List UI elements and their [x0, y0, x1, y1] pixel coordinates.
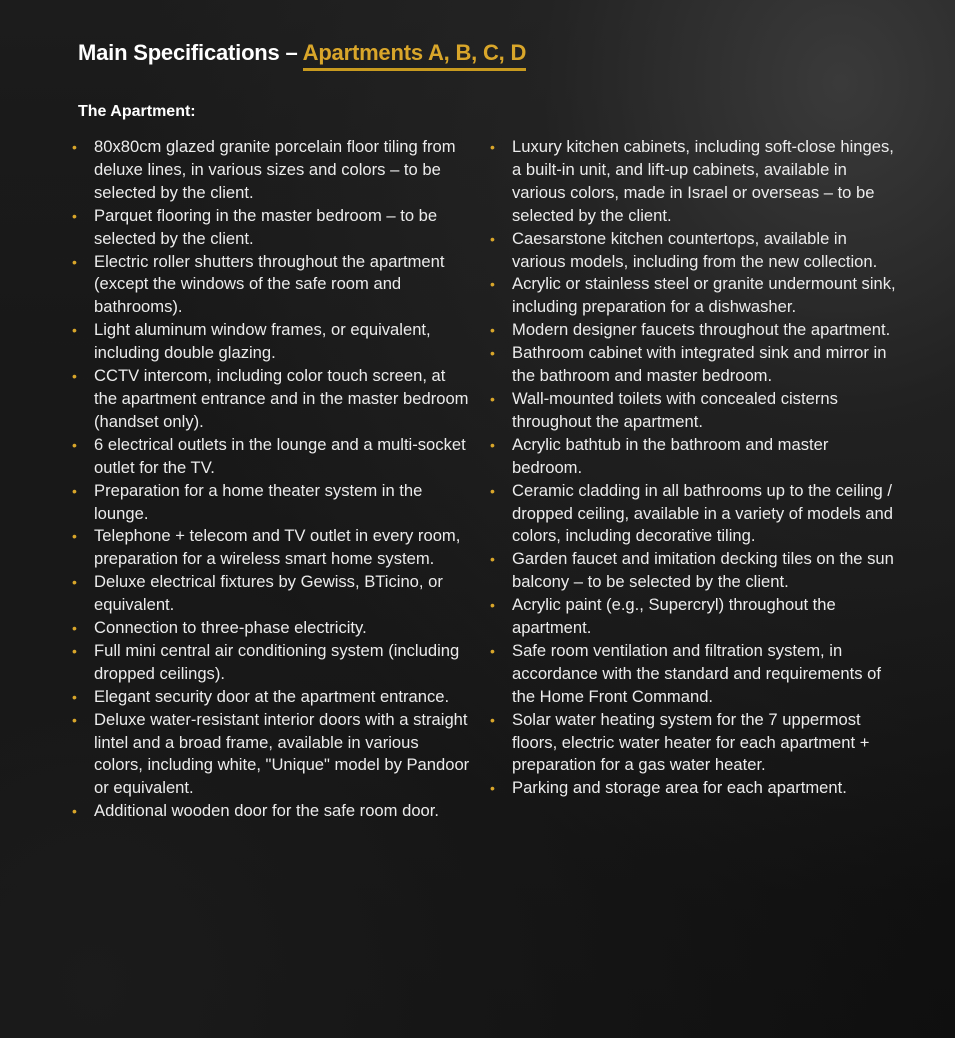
bullet-dot-icon: •	[490, 780, 495, 797]
list-item-text: Parquet flooring in the master bedroom – to be selected by the client.	[94, 205, 438, 248]
list-item	[72, 136, 472, 205]
bullet-dot-icon: •	[72, 528, 77, 545]
bullet-dot-icon: •	[490, 436, 495, 453]
list-item	[490, 548, 902, 594]
list-item-text: Full mini central air conditioning system (including dropped ceilings).	[94, 640, 460, 683]
page-title	[78, 40, 526, 66]
bullet-dot-icon: •	[490, 551, 495, 568]
bullet-dot-icon: •	[490, 322, 495, 339]
bullet-dot-icon: •	[72, 803, 77, 820]
bullet-dot-icon: •	[72, 436, 77, 453]
bullet-dot-icon: •	[490, 711, 495, 728]
list-item-text: Modern designer faucets throughout the apartment.	[512, 320, 891, 340]
title-accent: Apartments A, B, C, D	[303, 40, 527, 71]
list-item-text: Parking and storage area for each apartment.	[512, 778, 847, 798]
list-item-text: Acrylic paint (e.g., Supercryl) throughout the apartment.	[512, 595, 836, 638]
list-item	[72, 709, 472, 801]
list-item	[490, 136, 902, 228]
list-item-text: Wall-mounted toilets with concealed cisterns throughout the apartment.	[512, 388, 838, 431]
bullet-dot-icon: •	[72, 574, 77, 591]
bullet-dot-icon: •	[72, 688, 77, 705]
list-item	[72, 205, 472, 251]
list-item-text: Connection to three-phase electricity.	[94, 618, 367, 638]
list-item-text: Garden faucet and imitation decking tiles on the sun balcony – to be selected by the client.	[512, 549, 894, 592]
list-item	[72, 480, 472, 526]
list-item-text: 6 electrical outlets in the lounge and a multi-socket outlet for the TV.	[94, 434, 466, 477]
list-item	[72, 640, 472, 686]
bullet-dot-icon: •	[72, 620, 77, 637]
list-item-text: Luxury kitchen cabinets, including soft-close hinges, a built-in unit, and lift-up cabinets, available in various colors, made in Israel or overseas – to be selected by the client.	[512, 137, 894, 225]
list-item-text: Bathroom cabinet with integrated sink and mirror in the bathroom and master bedroom.	[512, 343, 887, 386]
list-item-text: Acrylic or stainless steel or granite undermount sink, including preparation for a dishwasher.	[512, 274, 896, 317]
list-item	[490, 319, 902, 342]
list-item	[72, 365, 472, 434]
bullet-dot-icon: •	[490, 230, 495, 247]
list-item-text: Caesarstone kitchen countertops, available in various models, including from the new collection.	[512, 228, 878, 271]
list-item	[490, 228, 902, 274]
list-item	[490, 342, 902, 388]
list-item-text: Telephone + telecom and TV outlet in every room, preparation for a wireless smart home system.	[94, 526, 461, 569]
list-item	[490, 273, 902, 319]
list-item	[72, 800, 472, 823]
bullet-dot-icon: •	[72, 139, 77, 155]
bullet-dot-icon: •	[490, 642, 495, 659]
list-item-text: Safe room ventilation and filtration system, in accordance with the standard and requirements of the Home Front Command.	[512, 640, 881, 706]
title-prefix: Main Specifications –	[78, 40, 303, 65]
bullet-dot-icon: •	[72, 642, 77, 659]
bullet-dot-icon: •	[490, 482, 495, 499]
list-item-text: 80x80cm glazed granite porcelain floor tiling from deluxe lines, in various sizes and colors – to be selected by the client.	[94, 137, 456, 202]
list-item	[490, 388, 902, 434]
list-item-text: Light aluminum window frames, or equivalent, including double glazing.	[94, 320, 431, 363]
list-item-text: CCTV intercom, including color touch screen, at the apartment entrance and in the master bedroom (handset only).	[94, 366, 469, 431]
list-item	[72, 319, 472, 365]
bullet-dot-icon: •	[490, 276, 495, 293]
bullet-dot-icon: •	[72, 711, 77, 728]
list-item-text: Electric roller shutters throughout the apartment (except the windows of the safe room and bathrooms).	[94, 251, 445, 317]
list-item-text: Solar water heating system for the 7 uppermost floors, electric water heater for each apartment + preparation for a gas water heater.	[512, 709, 870, 775]
list-item-text: Preparation for a home theater system in the lounge.	[94, 480, 423, 523]
bullet-dot-icon: •	[72, 368, 77, 385]
list-item	[72, 251, 472, 320]
list-item-text: Additional wooden door for the safe room door.	[94, 801, 440, 821]
list-item-text: Acrylic bathtub in the bathroom and master bedroom.	[512, 434, 829, 477]
list-item	[490, 594, 902, 640]
list-item	[490, 777, 902, 800]
list-item	[72, 571, 472, 617]
spec-list-right	[490, 136, 902, 800]
list-item-text: Deluxe electrical fixtures by Gewiss, BTicino, or equivalent.	[94, 572, 443, 615]
bullet-dot-icon: •	[490, 139, 495, 155]
list-item	[72, 434, 472, 480]
bullet-dot-icon: •	[72, 253, 77, 270]
list-item	[490, 434, 902, 480]
section-heading: The Apartment:	[78, 103, 196, 120]
list-item-text: Ceramic cladding in all bathrooms up to the ceiling / dropped ceiling, available in a variety of models and colors, including decorative tiling.	[512, 480, 893, 546]
list-item	[490, 709, 902, 778]
list-item	[490, 640, 902, 709]
list-item-text: Deluxe water-resistant interior doors with a straight lintel and a broad frame, available in various colors, including white, "Unique" model by Pandoor or equivalent.	[94, 709, 470, 798]
bullet-dot-icon: •	[490, 345, 495, 362]
bullet-dot-icon: •	[72, 207, 77, 224]
list-item	[72, 617, 472, 640]
bullet-dot-icon: •	[72, 322, 77, 339]
spec-list-left	[72, 136, 472, 823]
list-item	[72, 686, 472, 709]
list-item	[72, 525, 472, 571]
bullet-dot-icon: •	[72, 482, 77, 499]
bullet-dot-icon: •	[490, 597, 495, 614]
list-item-text: Elegant security door at the apartment entrance.	[94, 686, 450, 706]
list-item	[490, 480, 902, 549]
bullet-dot-icon: •	[490, 390, 495, 407]
